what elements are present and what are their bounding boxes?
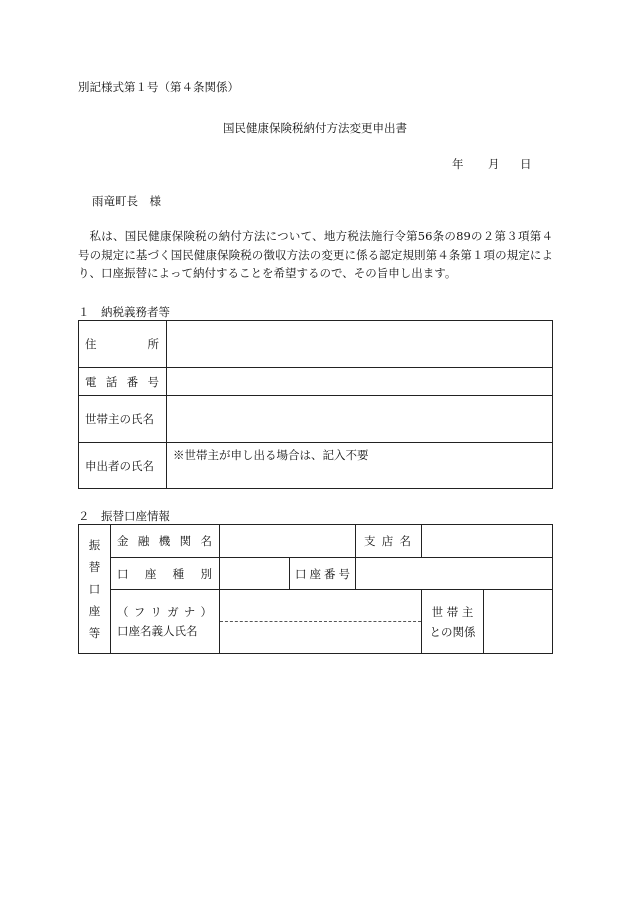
addressee: 雨竜町長 様 — [92, 194, 161, 208]
applicant-note: ※世帯主が申し出る場合は、記入不要 — [173, 448, 369, 462]
furigana-field[interactable] — [220, 590, 421, 622]
account-type-field[interactable] — [220, 558, 290, 590]
holder-name-field[interactable] — [220, 590, 422, 654]
bank-account-table — [78, 524, 553, 654]
account-type-label: 口 座 種 別 — [111, 558, 220, 590]
section1-heading: １ 納税義務者等 — [78, 305, 170, 319]
applicant-field[interactable] — [167, 443, 553, 489]
section2-heading: ２ 振替口座情報 — [78, 509, 170, 523]
address-label: 住 所 — [79, 321, 167, 368]
branch-label-cell: 支 店 名 — [356, 525, 422, 558]
relation-label: 世 帯 主 との関係 — [422, 590, 484, 654]
holder-name-label: （ フ リ ガ ナ ） 口座名義人氏名 — [111, 590, 220, 654]
address-field[interactable] — [167, 321, 553, 368]
relation-field[interactable] — [484, 590, 553, 654]
date-month: 月 — [488, 157, 500, 171]
branch-name-field[interactable] — [422, 525, 553, 558]
date-year: 年 — [452, 157, 464, 171]
householder-label: 世帯主の氏名 — [79, 396, 167, 443]
householder-field[interactable] — [167, 396, 553, 443]
form-number: 別記様式第１号（第４条関係） — [78, 80, 239, 94]
bank-name-label: 金 融 機 関 名 — [111, 525, 220, 558]
phone-label: 電 話 番 号 — [79, 368, 167, 396]
date-day: 日 — [520, 157, 532, 171]
bank-name-field[interactable] — [220, 525, 356, 558]
applicant-label: 申出者の氏名 — [79, 443, 167, 489]
transfer-account-side-label: 振 替 口 座 等 — [79, 525, 111, 654]
date-line — [452, 156, 540, 172]
taxpayer-table — [78, 320, 553, 489]
account-number-field[interactable] — [356, 558, 553, 590]
account-number-label: 口 座 番 号 — [290, 558, 356, 590]
document-title: 国民健康保険税納付方法変更申出書 — [223, 121, 407, 135]
body-paragraph: 私は、国民健康保険税の納付方法について、地方税法施行令第56条の89の２第３項第４号の規定に基づく国民健康保険税の徴収方法の変更に係る認定規則第４条第１項の規定により、口座振替によって納付することを希望するので、その旨申し出ます。 — [78, 229, 553, 280]
phone-field[interactable] — [167, 368, 553, 396]
